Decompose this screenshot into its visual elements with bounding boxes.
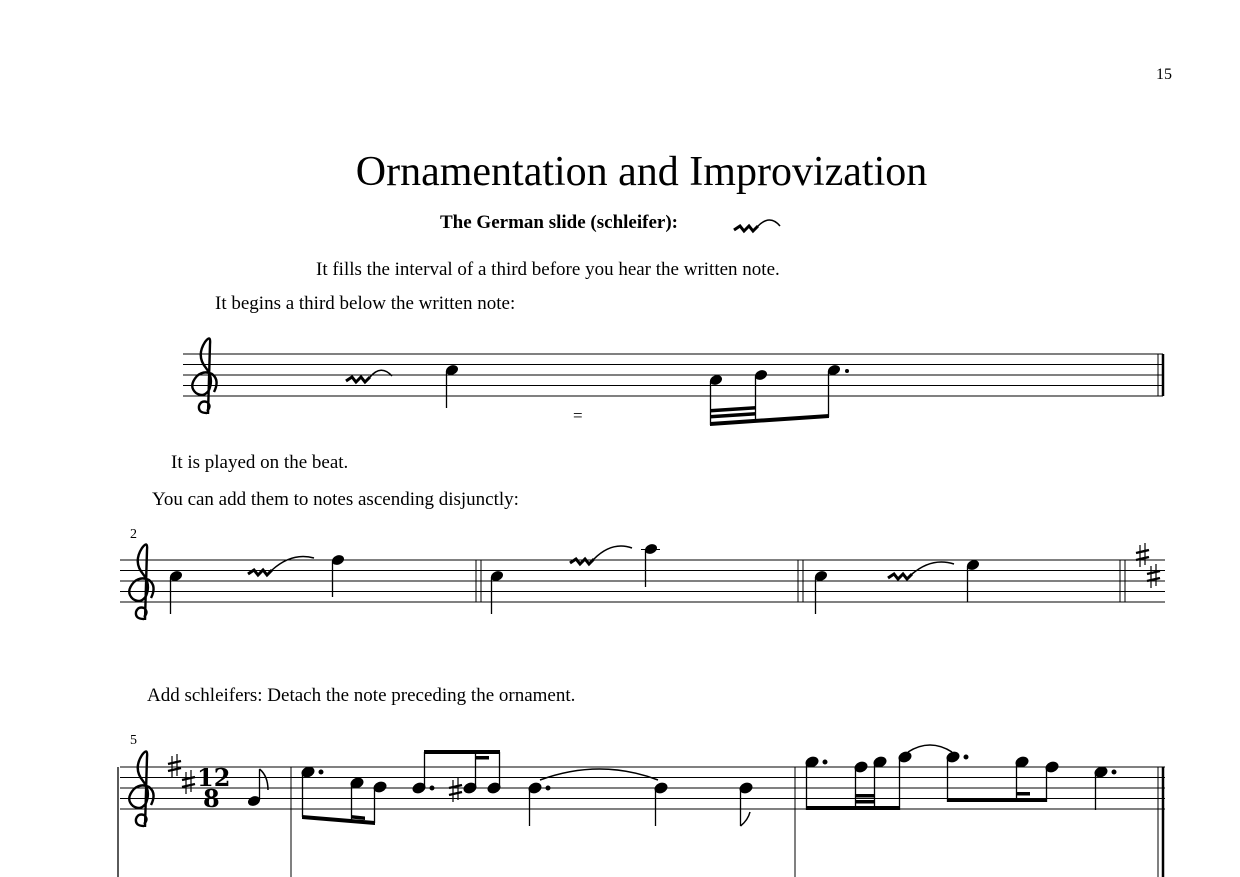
- paragraph-on-beat: It is played on the beat.: [171, 452, 349, 473]
- time-signature-bottom: 8: [203, 784, 220, 813]
- final-barline: [1158, 767, 1163, 877]
- section-heading: The German slide (schleifer):: [440, 212, 678, 233]
- paragraph-begins: It begins a third below the written note:: [215, 293, 516, 314]
- slur-icon: [540, 769, 658, 780]
- notes-measure-7: [805, 750, 1116, 810]
- paragraph-disjunct: You can add them to notes ascending disjunctly:: [152, 489, 519, 510]
- page-title: Ornamentation and Improvization: [355, 149, 928, 195]
- equals-sign: =: [573, 406, 583, 425]
- treble-clef-icon: [129, 751, 153, 827]
- paragraph-exercise: Add schleifers: Detach the note preceding the ornament.: [147, 685, 576, 706]
- sharp-icon: [168, 754, 181, 778]
- sharp-icon: [182, 770, 195, 794]
- slur-icon: [908, 745, 952, 752]
- paragraph-interval: It fills the interval of a third before you hear the written note.: [316, 259, 780, 280]
- time-signature-top: 12: [197, 763, 231, 792]
- staff-lines: [120, 767, 1165, 809]
- measure-number: 5: [130, 733, 137, 748]
- measure-number: 2: [130, 527, 137, 542]
- page-number: 15: [1156, 66, 1172, 83]
